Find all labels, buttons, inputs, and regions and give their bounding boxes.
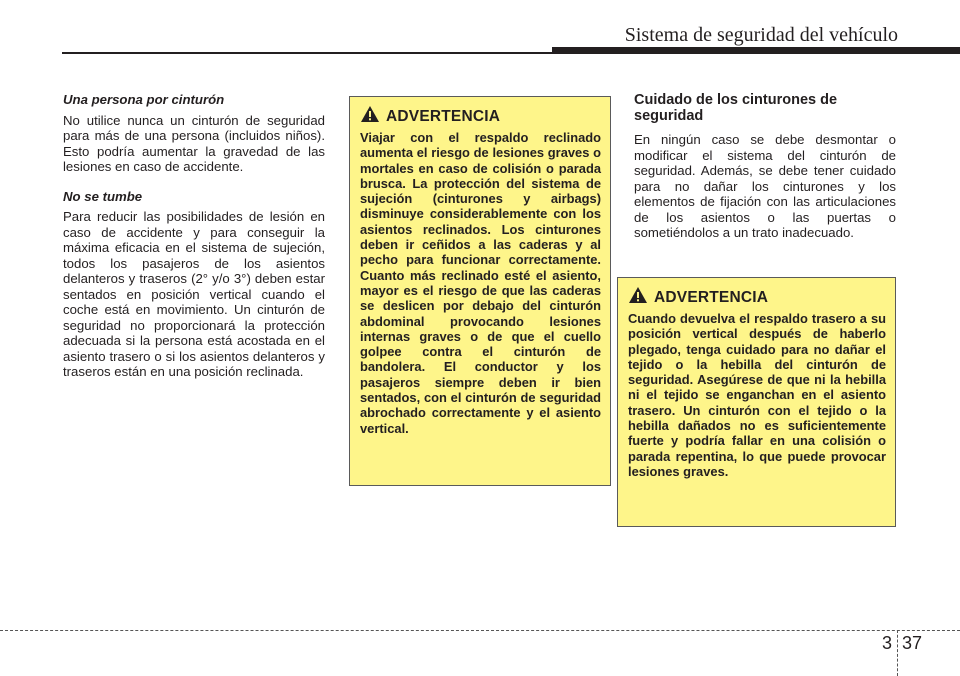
- warning-text: Cuando devuelva el respaldo trasero a su posición vertical después de haberlo plegado, tenga cuidado para no dañar el tejido o la hebilla del cinturón de seguridad. Asegúrese de que ni la hebilla ni el tejido se enganchan en el asiento trasero. Un cinturón con el tejido o la hebilla dañados no es suficientemente fuerte y podría fallar en una colisión o parada repentina, lo que puede provocar lesiones graves.: [628, 311, 886, 479]
- no-lying-heading: No se tumbe: [63, 188, 143, 204]
- right-column: [634, 92, 896, 255]
- care-heading: Cuidado de los cinturones de seguridad: [634, 92, 838, 124]
- care-text: En ningún caso se debe desmontar o modificar el sistema del cinturón de seguridad. Además, se debe tener cuidado para no dañar los cinturones y los elementos de fijación con las articulaciones de los asientos o las puertas o sometiéndolos a un trato inadecuado.: [634, 132, 896, 240]
- page-number-divider: [897, 630, 898, 676]
- warning-triangle-icon: [628, 286, 654, 309]
- one-person-text: No utilice nunca un cinturón de seguridad para más de una persona (incluidos niños). Esto podría aumentar la gravedad de las lesiones en caso de accidente.: [63, 112, 325, 174]
- warning-header: [628, 286, 886, 309]
- one-person-heading: Una persona por cinturón: [63, 92, 225, 107]
- header-rule: [62, 52, 592, 54]
- warning-header: [360, 105, 601, 128]
- header-title: Sistema de seguridad del vehículo: [624, 24, 898, 46]
- header-rule-bar: [552, 47, 960, 54]
- no-lying-text: Para reducir las posibilidades de lesión en caso de accidente y para conseguir la máxima eficacia en el sistema de sujeción, todos los pasajeros de los asientos delanteros y traseros (2° y/o 3°) deben estar sentados en posición vertical cuando el coche está en movimiento. Un cinturón de seguridad no proporcionará la protección adecuada si la persona está acostada en el asiento trasero o si los asientos delanteros y traseros están en una posición reclinada.: [63, 209, 325, 379]
- warning-box-seatback: [617, 277, 896, 527]
- warning-box-reclined-seat: [349, 96, 611, 486]
- left-column: [63, 92, 325, 394]
- warning-text: Viajar con el respaldo reclinado aumenta el riesgo de lesiones graves o mortales en caso de colisión o parada brusca. La protección del sistema de sujeción (cinturones y airbags) disminuye considerablemente con los asientos reclinados. Los cinturones deben ir ceñidos a las caderas y al pecho para funcionar correctamente. Cuanto más reclinado esté el asiento, mayor es el riesgo de que las caderas se deslicen por debajo del cinturón abdominal provocando lesiones internas graves o de que el cuello golpee contra el cinturón de bandolera. El conductor y los pasajeros siempre deben ir bien sentados, con el cinturón de seguridad abrochado correctamente y el asiento vertical.: [360, 130, 601, 436]
- warning-title: ADVERTENCIA: [654, 288, 769, 306]
- page-number: 37: [902, 633, 923, 653]
- warning-triangle-icon: [360, 105, 386, 128]
- warning-title: ADVERTENCIA: [386, 107, 501, 125]
- chapter-number: 3: [882, 633, 893, 653]
- footer-rule: [0, 630, 960, 631]
